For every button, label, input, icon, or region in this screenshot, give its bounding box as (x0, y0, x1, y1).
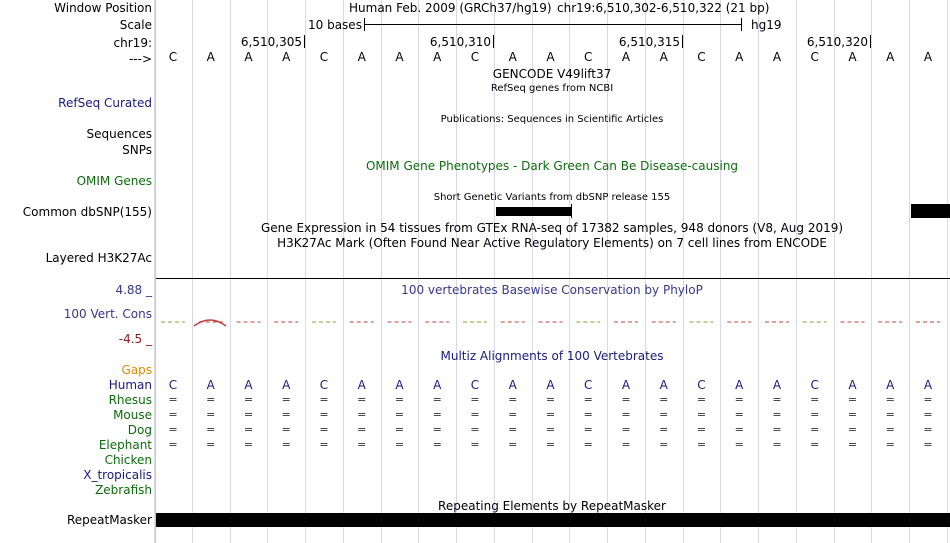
alignment-match: = (696, 438, 707, 451)
human-alignment-base: A (621, 378, 631, 392)
alignment-match: = (470, 423, 480, 436)
alignment-match: = (696, 393, 707, 406)
alignment-match: = (243, 438, 254, 451)
species-label-x_tropicalis[interactable]: X_tropicalis (83, 468, 152, 482)
human-alignment-base: A (772, 378, 782, 392)
publications-track-title[interactable]: Publications: Sequences in Scientific Articles (440, 114, 664, 125)
alignment-match: = (583, 438, 593, 451)
alignment-match: = (281, 408, 291, 421)
gaps-label[interactable]: Gaps (121, 363, 152, 377)
alignment-match: = (319, 423, 329, 436)
scale-label[interactable]: Scale (119, 18, 152, 32)
grid-line (343, 0, 344, 543)
alignment-match: = (281, 393, 291, 406)
alignment-match: = (168, 408, 178, 421)
chrom-label: chr19: (113, 36, 152, 50)
human-alignment-base: A (546, 378, 555, 392)
alignment-match: = (357, 408, 367, 421)
alignment-match: = (545, 393, 556, 406)
alignment-match: = (545, 438, 556, 451)
cons-min-label: -4.5 _ (118, 332, 152, 346)
snps-label[interactable]: SNPs (122, 143, 152, 157)
human-alignment-base: A (886, 378, 895, 392)
alignment-match: = (659, 438, 669, 451)
refseq-curated-label[interactable]: RefSeq Curated (58, 96, 152, 110)
grid-line (418, 0, 419, 543)
sequence-base: A (395, 50, 404, 64)
sequences-label[interactable]: Sequences (86, 127, 152, 141)
strand-label[interactable]: ---> (128, 52, 152, 66)
alignment-match: = (206, 393, 216, 406)
position-text: chr19:6,510,302-6,510,322 (21 bp) (557, 1, 770, 15)
alignment-match: = (810, 408, 820, 421)
alignment-match: = (357, 423, 367, 436)
scale-bar-text: 10 bases (308, 18, 362, 32)
alignment-match: = (357, 438, 367, 451)
alignment-match: = (734, 423, 744, 436)
conservation-track-title[interactable]: 100 vertebrates Basewise Conservation by PhyloP (401, 283, 703, 297)
alignment-match: = (696, 408, 707, 421)
alignment-match: = (206, 438, 216, 451)
alignment-match: = (508, 393, 518, 406)
alignment-match: = (168, 393, 178, 406)
sequence-base: A (282, 50, 291, 64)
ruler-tick-label: 6,510,315 (618, 35, 680, 49)
alignment-match: = (583, 393, 593, 406)
alignment-match: = (621, 438, 631, 451)
alignment-match: = (508, 423, 518, 436)
alignment-match: = (659, 393, 669, 406)
dbsnp-track-title[interactable]: Short Genetic Variants from dbSNP release 155 (433, 192, 671, 203)
dbsnp-variant-tick (571, 204, 572, 218)
multiz-track-title[interactable]: Multiz Alignments of 100 Vertebrates (440, 349, 664, 363)
alignment-match: = (659, 423, 669, 436)
sequence-base: A (244, 50, 253, 64)
ruler-tick (682, 35, 683, 48)
sequence-base: A (848, 50, 857, 64)
alignment-match: = (168, 438, 178, 451)
grid-line (947, 0, 948, 543)
dbsnp-variant-feature[interactable] (496, 207, 571, 216)
sequence-base: A (508, 50, 517, 64)
grid-line (381, 0, 382, 543)
alignment-match: = (206, 423, 216, 436)
species-label-mouse[interactable]: Mouse (113, 408, 152, 422)
human-alignment-base: C (810, 378, 819, 392)
alignment-match: = (583, 423, 593, 436)
alignment-match: = (885, 438, 895, 451)
alignment-match: = (470, 408, 480, 421)
grid-line (230, 0, 231, 543)
alignment-match: = (696, 423, 707, 436)
alignment-match: = (734, 393, 744, 406)
human-alignment-base: A (848, 378, 857, 392)
layered-h3k27ac-label[interactable]: Layered H3K27Ac (45, 251, 152, 265)
alignment-match: = (659, 408, 669, 421)
grid-line (267, 0, 268, 543)
alignment-match: = (394, 408, 405, 421)
sequence-base: A (621, 50, 631, 64)
sequence-base: A (886, 50, 895, 64)
alignment-match: = (621, 423, 631, 436)
gtex-track-title[interactable]: Gene Expression in 54 tissues from GTEx RNA-seq of 17382 samples, 948 donors (V8, Aug 2019) (260, 221, 844, 235)
alignment-match: = (281, 438, 291, 451)
alignment-match: = (394, 438, 405, 451)
ruler-tick (493, 35, 494, 48)
alignment-match: = (470, 438, 480, 451)
repeatmasker-track-title[interactable]: Repeating Elements by RepeatMasker (438, 499, 666, 513)
alignment-match: = (432, 423, 442, 436)
gencode-track-title[interactable]: GENCODE V49lift37 (492, 67, 612, 81)
sequence-base: A (735, 50, 744, 64)
human-alignment-base: C (697, 378, 706, 392)
human-alignment-base: A (206, 378, 215, 392)
alignment-match: = (243, 423, 254, 436)
alignment-match: = (206, 408, 216, 421)
sequence-base: A (433, 50, 442, 64)
alignment-match: = (432, 393, 442, 406)
ruler-tick (870, 35, 871, 48)
grid-line (192, 0, 193, 543)
sequence-base: A (546, 50, 555, 64)
sequence-base: A (357, 50, 366, 64)
vert-cons-label[interactable]: 100 Vert. Cons (63, 307, 152, 321)
human-alignment-base: C (319, 378, 329, 392)
alignment-match: = (772, 423, 782, 436)
human-alignment-base: A (433, 378, 442, 392)
alignment-match: = (394, 423, 405, 436)
label-column-divider (155, 0, 156, 543)
alignment-match: = (923, 438, 933, 451)
grid-line (645, 0, 646, 543)
sequence-base: C (319, 50, 329, 64)
alignment-match: = (847, 408, 858, 421)
ruler-tick (304, 35, 305, 48)
alignment-match: = (772, 408, 782, 421)
alignment-match: = (923, 408, 933, 421)
sequence-base: C (584, 50, 593, 64)
species-label-elephant[interactable]: Elephant (98, 438, 152, 452)
scale-assembly-text: hg19 (751, 18, 782, 32)
human-alignment-base: C (470, 378, 480, 392)
alignment-match: = (772, 438, 782, 451)
alignment-match: = (319, 438, 329, 451)
alignment-match: = (357, 393, 367, 406)
alignment-match: = (847, 438, 858, 451)
alignment-match: = (470, 393, 480, 406)
grid-line (720, 0, 721, 543)
alignment-match: = (432, 408, 442, 421)
alignment-match: = (885, 423, 895, 436)
h3k27ac-baseline (156, 278, 950, 279)
human-alignment-base: A (395, 378, 404, 392)
grid-line (796, 0, 797, 543)
common-dbsnp-label[interactable]: Common dbSNP(155) (22, 205, 152, 219)
grid-line (909, 0, 910, 543)
alignment-match: = (545, 408, 556, 421)
alignment-match: = (621, 393, 631, 406)
alignment-match: = (734, 438, 744, 451)
refseq-track-subtitle: RefSeq genes from NCBI (490, 83, 614, 94)
alignment-match: = (772, 393, 782, 406)
ruler-tick-label: 6,510,305 (240, 35, 302, 49)
alignment-match: = (847, 393, 858, 406)
conservation-wiggle (156, 312, 950, 332)
omim-track-title[interactable]: OMIM Gene Phenotypes - Dark Green Can Be Disease-causing (365, 159, 739, 173)
species-label-rhesus[interactable]: Rhesus (108, 393, 152, 407)
alignment-match: = (810, 423, 820, 436)
sequence-base: A (659, 50, 668, 64)
alignment-match: = (810, 393, 820, 406)
alignment-match: = (923, 423, 933, 436)
species-label-dog[interactable]: Dog (127, 423, 152, 437)
species-label-zebrafish[interactable]: Zebrafish (95, 483, 152, 497)
alignment-match: = (885, 393, 895, 406)
grid-line (154, 0, 155, 543)
alignment-match: = (847, 423, 858, 436)
grid-line (834, 0, 835, 543)
grid-line (305, 0, 306, 543)
scale-bar-left-cap (364, 18, 365, 31)
alignment-match: = (432, 438, 442, 451)
sequence-base: A (923, 50, 933, 64)
human-alignment-base: A (923, 378, 933, 392)
sequence-base: C (470, 50, 480, 64)
alignment-match: = (281, 423, 291, 436)
ruler-tick-label: 6,510,320 (806, 35, 868, 49)
alignment-match: = (319, 408, 329, 421)
scale-bar-right-cap (741, 18, 742, 31)
human-alignment-base: A (282, 378, 291, 392)
alignment-match: = (923, 393, 933, 406)
repeatmasker-feature[interactable] (156, 513, 950, 527)
alignment-match: = (394, 393, 405, 406)
alignment-match: = (734, 408, 744, 421)
alignment-match: = (508, 438, 518, 451)
human-alignment-base: C (168, 378, 178, 392)
dbsnp-variant-feature-right[interactable] (911, 204, 950, 218)
grid-line (683, 0, 684, 543)
conservation-peak (194, 320, 226, 326)
alignment-match: = (319, 393, 329, 406)
alignment-match: = (508, 408, 518, 421)
grid-line (871, 0, 872, 543)
alignment-match: = (621, 408, 631, 421)
scale-bar (364, 24, 741, 25)
alignment-match: = (583, 408, 593, 421)
repeatmasker-label[interactable]: RepeatMasker (66, 513, 152, 527)
alignment-match: = (243, 393, 254, 406)
human-alignment-base: A (357, 378, 366, 392)
human-alignment-base: A (659, 378, 668, 392)
alignment-match: = (243, 408, 254, 421)
human-alignment-base: A (508, 378, 517, 392)
alignment-match: = (545, 423, 556, 436)
omim-genes-label[interactable]: OMIM Genes (76, 174, 152, 188)
window-position-label: Window Position (54, 1, 152, 15)
ruler-tick-label: 6,510,310 (429, 35, 491, 49)
cons-max-label: 4.88 _ (115, 283, 152, 297)
alignment-match: = (810, 438, 820, 451)
human-alignment-base: C (584, 378, 593, 392)
sequence-base: C (168, 50, 178, 64)
human-alignment-base: A (244, 378, 253, 392)
h3k27ac-track-title[interactable]: H3K27Ac Mark (Often Found Near Active Regulatory Elements) on 7 cell lines from ENCODE (277, 236, 827, 250)
human-alignment-base: A (735, 378, 744, 392)
species-label-human[interactable]: Human (108, 378, 152, 392)
grid-line (456, 0, 457, 543)
species-label-chicken[interactable]: Chicken (104, 453, 152, 467)
sequence-base: C (697, 50, 706, 64)
alignment-match: = (885, 408, 895, 421)
grid-line (758, 0, 759, 543)
sequence-base: A (772, 50, 782, 64)
sequence-base: A (206, 50, 215, 64)
assembly-text: Human Feb. 2009 (GRCh37/hg19) (349, 1, 552, 15)
alignment-match: = (168, 423, 178, 436)
sequence-base: C (810, 50, 819, 64)
